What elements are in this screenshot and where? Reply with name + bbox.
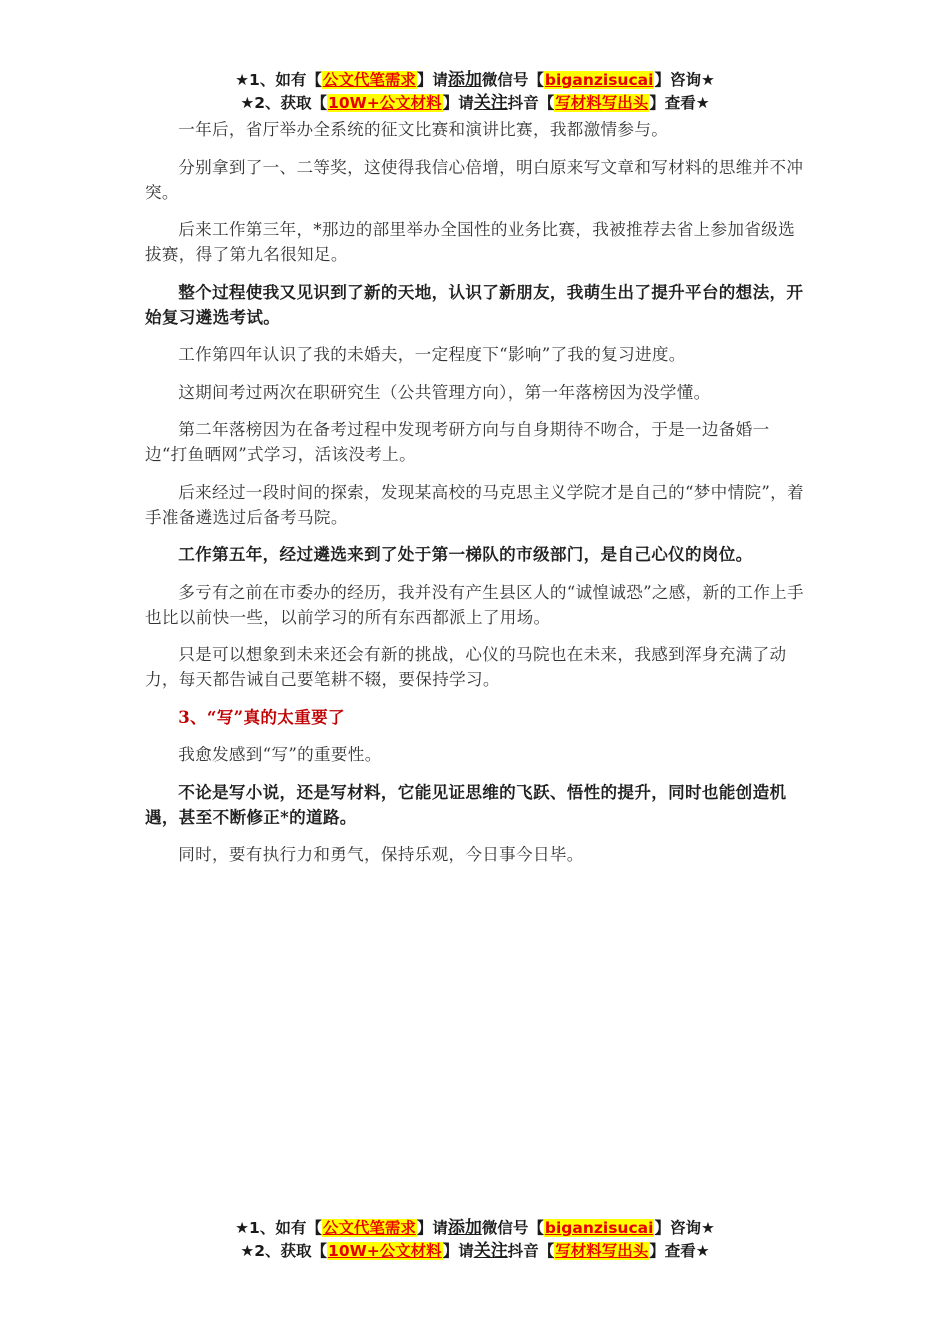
paragraph: 一年后，省厅举办全系统的征文比赛和演讲比赛，我都激情参与。 <box>178 120 669 139</box>
promo-text: 】查看★ <box>649 94 710 112</box>
promo-text: 】请 <box>416 71 448 89</box>
promo-text: 抖音【 <box>507 94 555 112</box>
paragraph: 同时，要有执行力和勇气，保持乐观，今日事今日毕。 <box>178 845 584 864</box>
promo-highlight-douyin-id: 写材料写出头 <box>555 1242 649 1260</box>
paragraph: 后来工作第三年，*那边的部里举办全国性的业务比赛，我被推荐去省上参加省级选拔赛，得了第九名很知足。 <box>145 220 795 264</box>
promo-text: 】咨询★ <box>654 1219 715 1237</box>
promo-highlight: 10W+公文材料 <box>328 1242 442 1260</box>
promo-highlight: 公文代笔需求 <box>322 1219 416 1237</box>
bold-paragraph: 工作第五年，经过遴选来到了处于第一梯队的市级部门，是自己心仪的岗位。 <box>178 544 753 564</box>
promo-line-2 <box>0 1240 950 1263</box>
paragraph: 我愈发感到“写”的重要性。 <box>178 745 382 764</box>
document-body <box>145 117 807 880</box>
paragraph: 这期间考过两次在职研究生（公共管理方向），第一年落榜因为没学懂。 <box>178 382 711 402</box>
paragraph: 工作第四年认识了我的未婚夫，一定程度下“影响”了我的复习进度。 <box>178 345 686 364</box>
promo-highlight: 公文代笔需求 <box>322 71 416 89</box>
promo-text: 】咨询★ <box>654 71 715 89</box>
footer-promo-banner <box>0 1217 950 1263</box>
section-heading: 3、“写”真的太重要了 <box>178 706 345 727</box>
promo-line-2 <box>0 92 950 115</box>
bold-paragraph: 整个过程使我又见识到了新的天地，认识了新朋友，我萌生出了提升平台的想法，开始复习遴选考试。 <box>145 281 804 327</box>
promo-highlight: 10W+公文材料 <box>328 94 442 112</box>
paragraph: 第二年落榜因为在备考过程中发现考研方向与自身期待不吻合，于是一边备婚一边“打鱼晒网”式学习，活该没考上。 <box>145 420 770 464</box>
promo-emphasis: 添加 <box>447 70 482 90</box>
promo-emphasis: 添加 <box>447 1218 482 1238</box>
promo-emphasis: 关注 <box>473 93 508 113</box>
promo-highlight-wechat-id: biganzisucai <box>544 71 654 89</box>
header-promo-banner <box>0 69 950 115</box>
promo-highlight-wechat-id: biganzisucai <box>544 1219 654 1237</box>
promo-text: 微信号【 <box>481 71 544 89</box>
paragraph: 分别拿到了一、二等奖，这使得我信心倍增，明白原来写文章和写材料的思维并不冲突。 <box>145 157 804 202</box>
promo-line-1 <box>0 1217 950 1240</box>
promo-text: 】请 <box>442 94 474 112</box>
paragraph: 后来经过一段时间的探索，发现某高校的马克思主义学院才是自己的“梦中情院”，着手准备遴选过后备考马院。 <box>145 482 804 527</box>
promo-highlight-douyin-id: 写材料写出头 <box>555 94 649 112</box>
promo-text: 】请 <box>442 1242 474 1260</box>
promo-text: ★2、获取【 <box>240 1242 328 1260</box>
promo-emphasis: 关注 <box>473 1241 508 1261</box>
promo-text: ★1、如有【 <box>235 71 322 89</box>
promo-text: 微信号【 <box>481 1219 544 1237</box>
paragraph: 只是可以想象到未来还会有新的挑战，心仪的马院也在未来，我感到浑身充满了动力，每天都告诫自己要笔耕不辍，要保持学习。 <box>145 645 787 689</box>
bold-paragraph: 不论是写小说，还是写材料，它能见证思维的飞跃、悟性的提升，同时也能创造机遇，甚至不断修正*的道路。 <box>145 781 787 827</box>
promo-line-1 <box>0 69 950 92</box>
promo-text: 】请 <box>416 1219 448 1237</box>
promo-text: 抖音【 <box>507 1242 555 1260</box>
paragraph: 多亏有之前在市委办的经历，我并没有产生县区人的“诚惶诚恐”之感，新的工作上手也比以前快一些，以前学习的所有东西都派上了用场。 <box>145 582 804 627</box>
promo-text: ★1、如有【 <box>235 1219 322 1237</box>
promo-text: 】查看★ <box>649 1242 710 1260</box>
promo-text: ★2、获取【 <box>240 94 328 112</box>
